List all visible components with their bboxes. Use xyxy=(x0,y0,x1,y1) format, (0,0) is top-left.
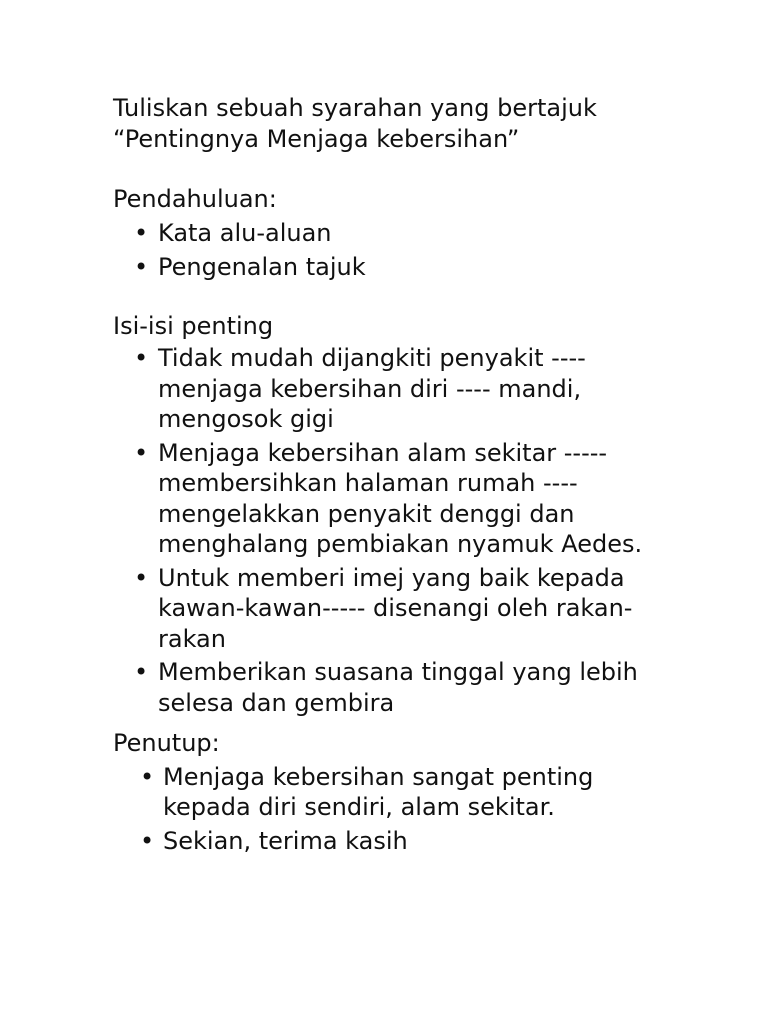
isi-list xyxy=(113,343,673,718)
section-heading-penutup: Penutup: xyxy=(113,729,220,757)
list-item-text: Sekian, terima kasih xyxy=(163,826,408,855)
list-item xyxy=(113,218,673,249)
list-item xyxy=(113,826,673,857)
section-heading-isi: Isi-isi penting xyxy=(113,311,274,340)
list-item xyxy=(113,252,673,283)
title-line-2: “Pentingnya Menjaga kebersihan” xyxy=(113,124,520,153)
list-item xyxy=(113,762,673,823)
list-item-text: Memberikan suasana tinggal yang lebih selesa dan gembira xyxy=(158,658,638,717)
bullet-icon: • xyxy=(134,344,149,372)
list-item-text: Tidak mudah dijangkiti penyakit ---- menjaga kebersihan diri ---- mandi, mengosok gigi xyxy=(158,344,586,433)
section-heading-pendahuluan: Pendahuluan: xyxy=(113,185,277,213)
bullet-icon: • xyxy=(140,826,155,855)
section-pendahuluan xyxy=(113,184,673,283)
list-item xyxy=(113,563,673,655)
penutup-list xyxy=(113,762,673,857)
bullet-icon: • xyxy=(134,563,149,592)
list-item xyxy=(113,343,673,435)
section-isi-isi-penting xyxy=(113,311,673,719)
section-penutup xyxy=(113,728,673,856)
bullet-icon: • xyxy=(140,762,155,791)
bullet-icon: • xyxy=(134,218,149,247)
list-item-text: Untuk memberi imej yang baik kepada kawan-kawan----- disenangi oleh rakan-rakan xyxy=(158,563,633,653)
bullet-icon: • xyxy=(134,438,149,467)
list-item-text: Menjaga kebersihan sangat penting kepada diri sendiri, alam sekitar. xyxy=(163,762,594,821)
pendahuluan-list xyxy=(113,218,673,283)
document-page xyxy=(113,93,673,856)
list-item-text: Pengenalan tajuk xyxy=(158,253,366,281)
list-item-text: Menjaga kebersihan alam sekitar ----- membersihkan halaman rumah ---- mengelakkan penyakit denggi dan menghalang pembiakan nyamuk Aedes. xyxy=(158,438,643,558)
list-item-text: Kata alu-aluan xyxy=(158,218,332,247)
list-item xyxy=(113,657,673,718)
document-title xyxy=(113,93,673,154)
list-item xyxy=(113,438,673,560)
bullet-icon: • xyxy=(134,253,149,281)
bullet-icon: • xyxy=(134,658,149,686)
title-line-1: Tuliskan sebuah syarahan yang bertajuk xyxy=(113,94,597,122)
